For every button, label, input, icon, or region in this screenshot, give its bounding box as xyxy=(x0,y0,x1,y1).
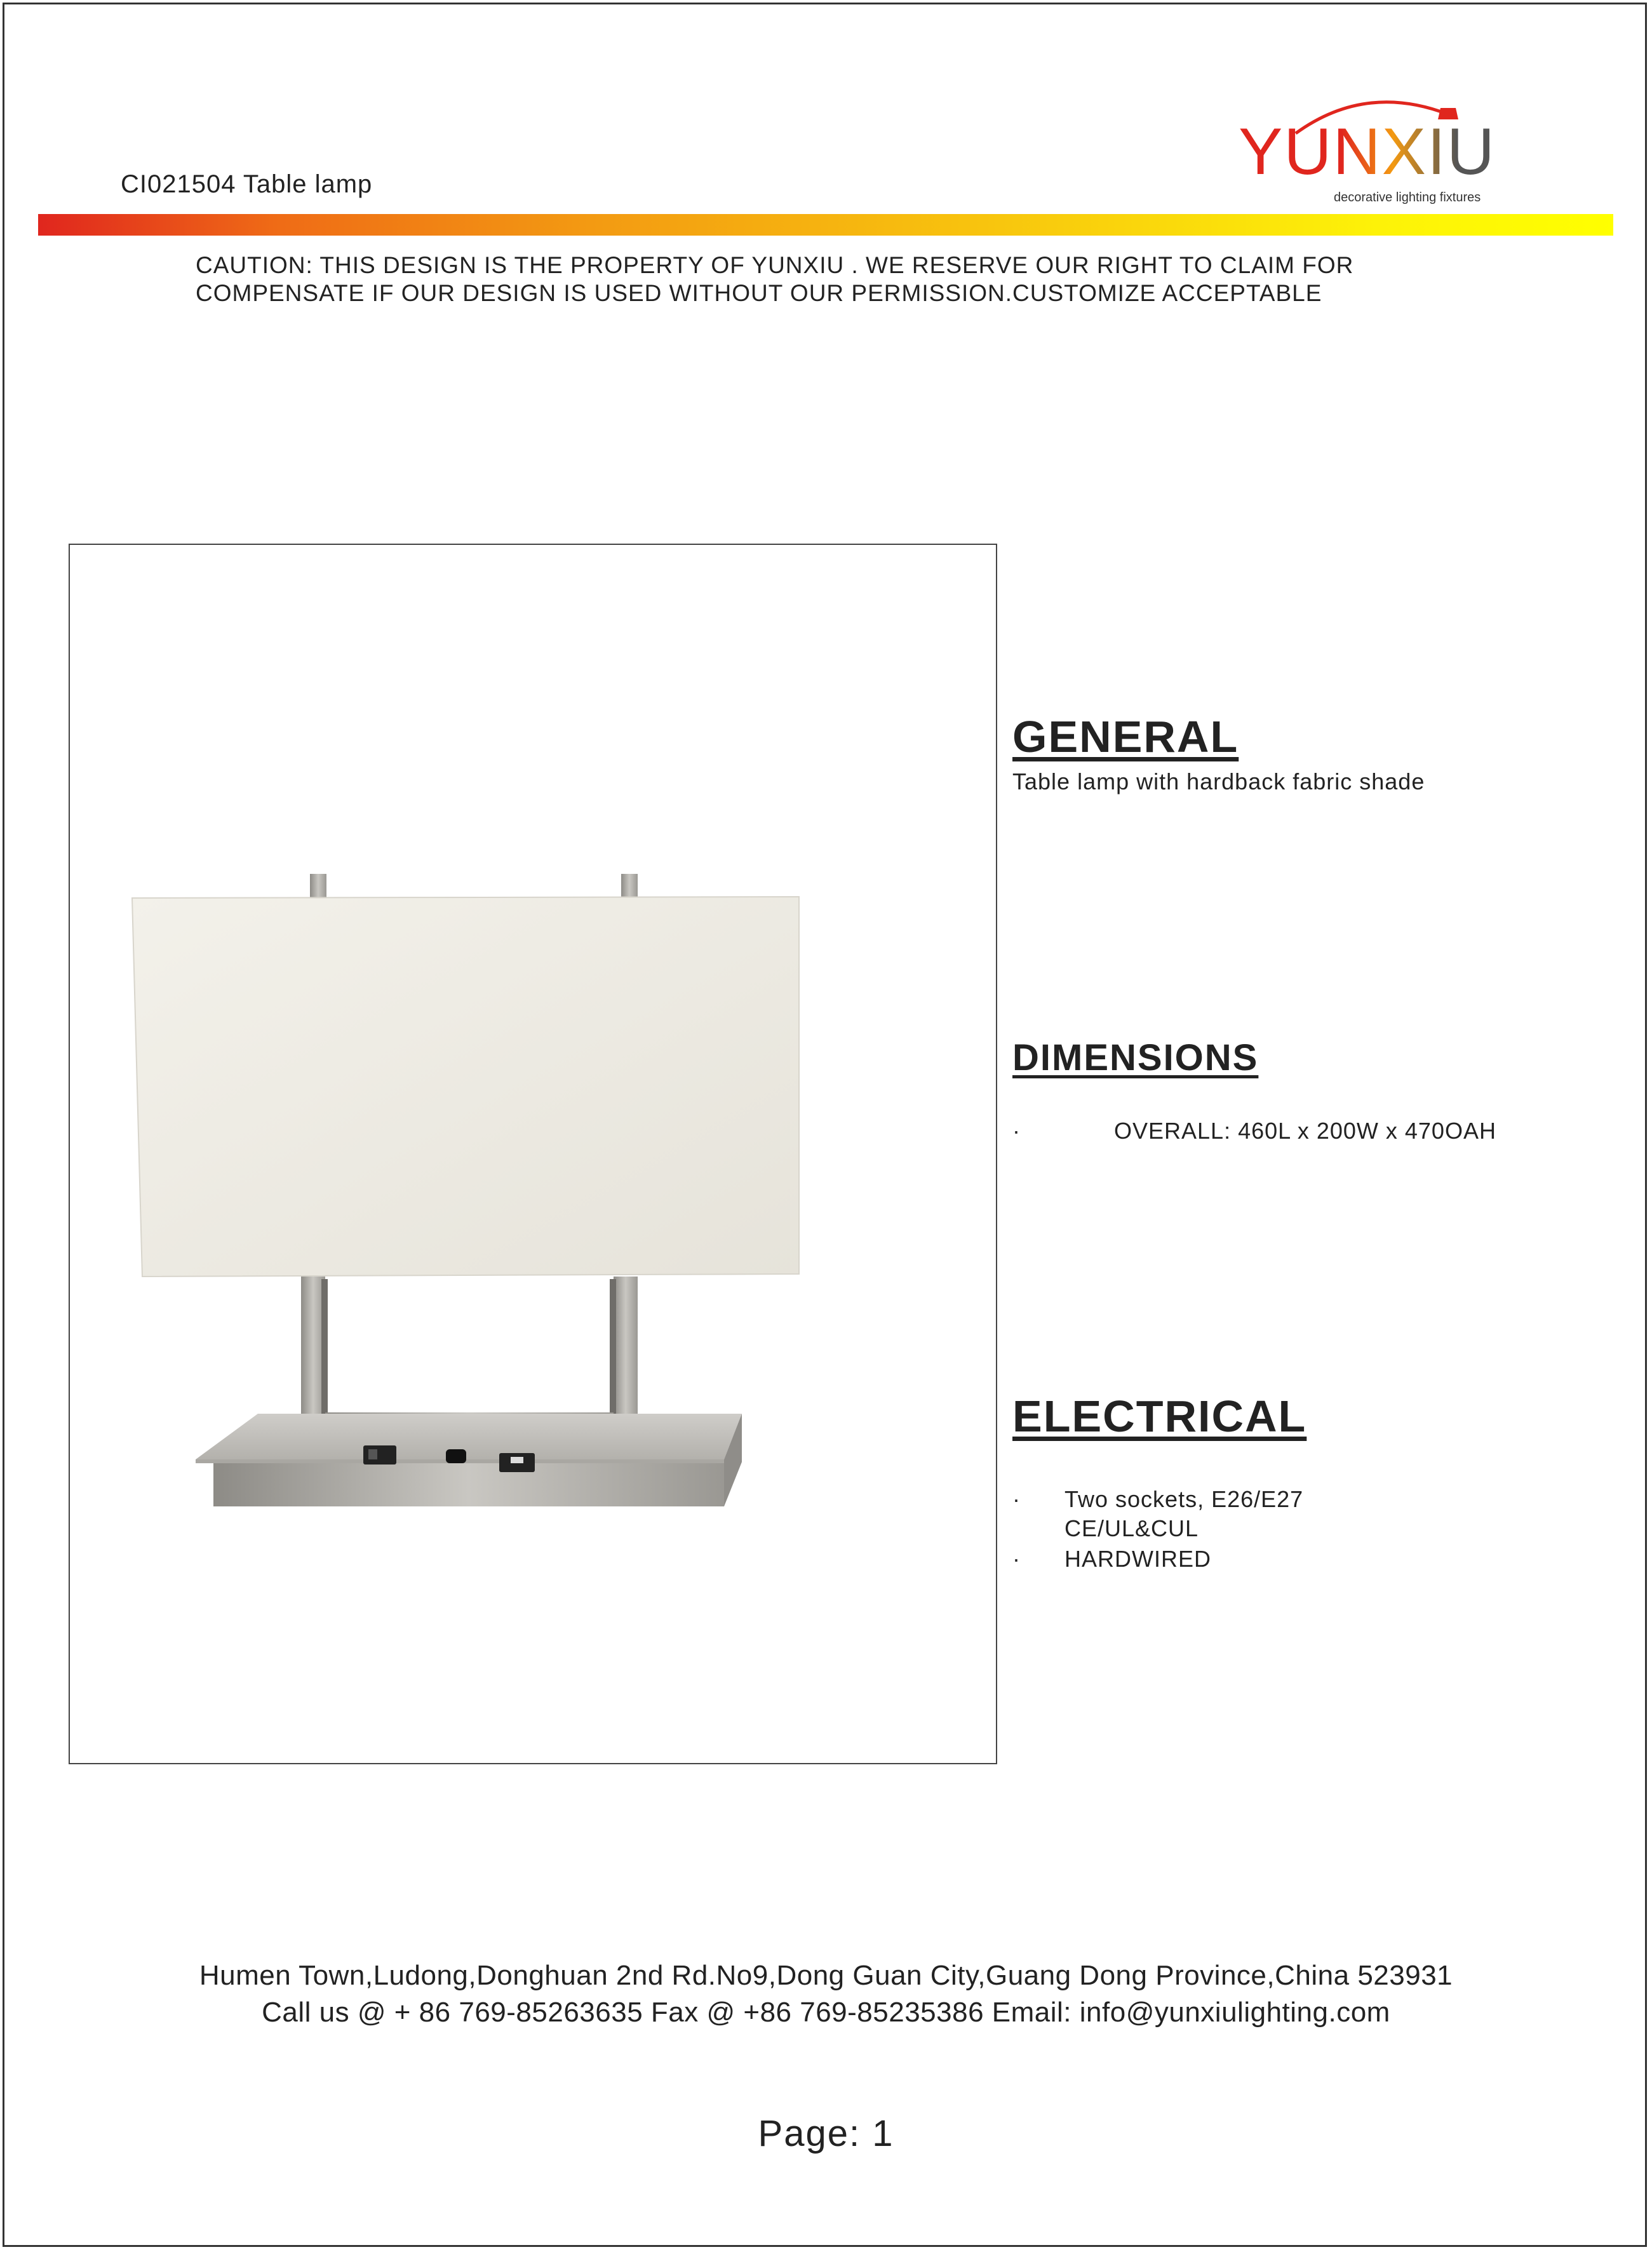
caution-notice xyxy=(196,251,1353,307)
electrical-certification: CE/UL&CUL xyxy=(1064,1515,1199,1541)
header-gradient-bar xyxy=(38,214,1613,236)
dimensions-heading: DIMENSIONS xyxy=(1012,1037,1259,1078)
electrical-hardwired: HARDWIRED xyxy=(1064,1546,1211,1572)
general-description: Table lamp with hardback fabric shade xyxy=(1012,768,1425,794)
general-heading: GENERAL xyxy=(1012,712,1239,761)
electrical-sockets: Two sockets, E26/E27 xyxy=(1064,1486,1304,1512)
caution-line-1: CAUTION: THIS DESIGN IS THE PROPERTY OF YUNXIU . WE RESERVE OUR RIGHT TO CLAIM FOR xyxy=(196,252,1354,278)
electrical-bullet-1: · xyxy=(1012,1486,1020,1512)
electrical-heading: ELECTRICAL xyxy=(1012,1391,1307,1441)
document-title: CI021504 Table lamp xyxy=(121,170,373,198)
table-lamp-illustration xyxy=(70,545,996,1763)
electrical-bullet-2: · xyxy=(1012,1546,1020,1572)
product-image-frame xyxy=(69,544,997,1764)
brand-logo xyxy=(1239,89,1505,216)
page-number: Page: 1 xyxy=(758,2113,894,2154)
logo-wordmark xyxy=(1239,114,1496,190)
dimensions-overall: OVERALL: 460L x 200W x 470OAH xyxy=(1114,1118,1496,1144)
logo-tagline: decorative lighting fixtures xyxy=(1334,191,1481,204)
footer-address: Humen Town,Ludong,Donghuan 2nd Rd.No9,Dong Guan City,Guang Dong Province,China 523931 xyxy=(199,1960,1453,1991)
dimensions-bullet: · xyxy=(1012,1118,1020,1144)
footer-contact: Call us @ + 86 769-85263635 Fax @ +86 769-85235386 Email: info@yunxiulighting.com xyxy=(262,1997,1390,2028)
logo-wordmark-text: YUNXIU xyxy=(1239,115,1496,189)
caution-line-2: COMPENSATE IF OUR DESIGN IS USED WITHOUT OUR PERMISSION.CUSTOMIZE ACCEPTABLE xyxy=(196,280,1322,306)
